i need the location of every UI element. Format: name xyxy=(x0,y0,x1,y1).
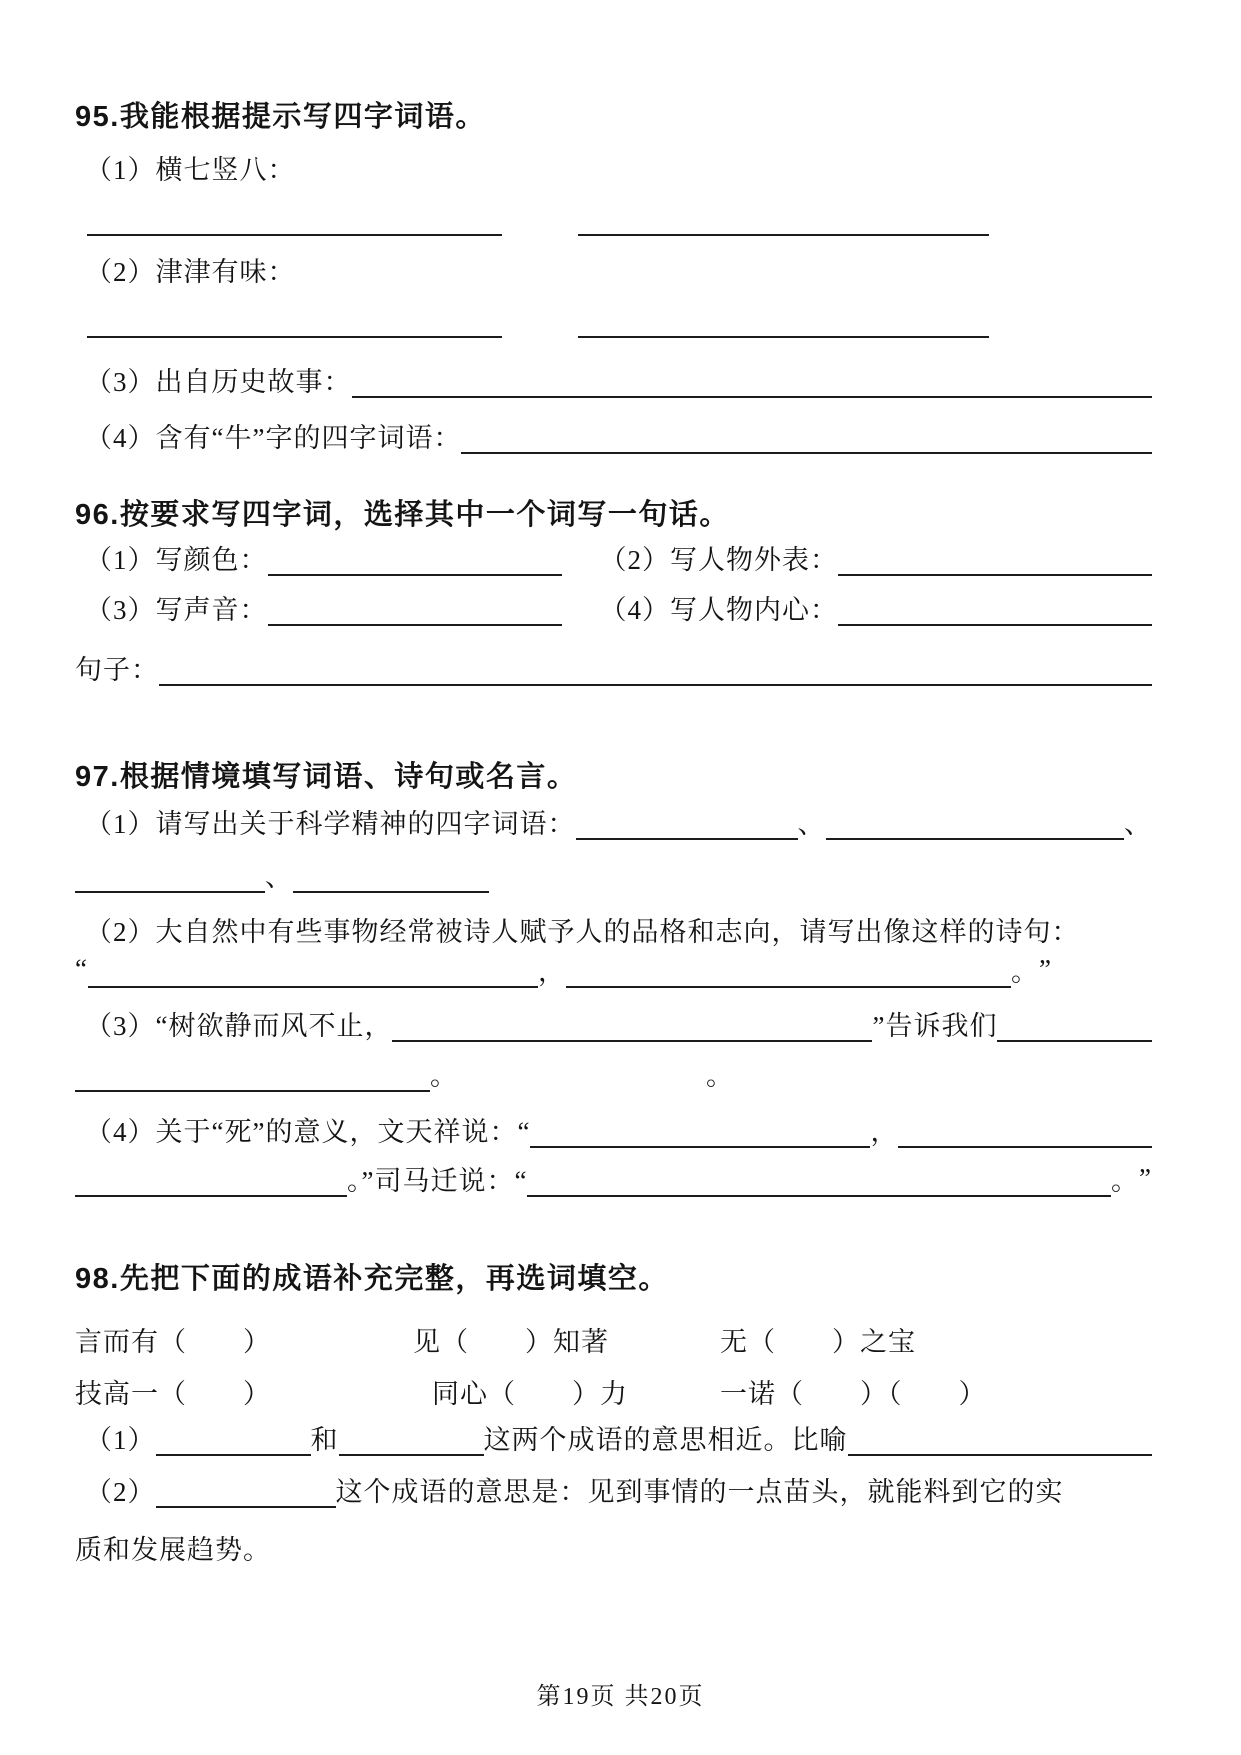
q97-item4-mid: 。”司马迁说：“ xyxy=(347,1165,528,1196)
q97-item4-label: （4）关于“死”的意义，文天祥说：“ xyxy=(85,1116,531,1147)
q96-row1 xyxy=(85,542,1152,576)
q97-item2-label: （2）大自然中有些事物经常被诗人赋予人的品格和志向，请写出像这样的诗句： xyxy=(85,916,1080,947)
answer-blank xyxy=(838,544,1152,576)
answer-blank xyxy=(578,306,989,338)
answer-blank xyxy=(530,1116,870,1148)
answer-blank xyxy=(578,204,989,236)
page-number-footer: 第19页 共20页 xyxy=(536,1684,705,1711)
q98-item1-and: 和 xyxy=(310,1424,339,1455)
answer-blank xyxy=(268,544,562,576)
period: 。 xyxy=(1010,956,1039,987)
spacer xyxy=(502,337,578,338)
answer-blank xyxy=(461,422,1152,454)
answer-blank xyxy=(268,594,562,626)
answer-blank xyxy=(156,1424,311,1456)
q95-item2-blanks xyxy=(87,304,1152,338)
q98-title: 98.先把下面的成语补充完整，再选词填空。 xyxy=(75,1262,669,1295)
q95-item4 xyxy=(85,420,1152,454)
q97-item3 xyxy=(85,1008,1152,1042)
q96-item4-label: （4）写人物内心： xyxy=(599,594,838,625)
q96-item2-label: （2）写人物外表： xyxy=(599,544,838,575)
answer-blank xyxy=(156,1476,336,1508)
q96-sentence-label: 句子： xyxy=(75,654,159,685)
q97-item3-mid: ”告诉我们 xyxy=(872,1010,998,1041)
comma: ， xyxy=(537,956,566,987)
answer-blank xyxy=(838,594,1152,626)
answer-blank xyxy=(159,654,1152,686)
spacer xyxy=(458,1091,706,1092)
spacer xyxy=(562,625,600,626)
enum-comma: 、 xyxy=(1124,808,1152,839)
answer-blank xyxy=(566,956,1011,988)
q97-item4 xyxy=(85,1114,1152,1148)
answer-blank xyxy=(75,861,265,893)
q98-item2-cont: 质和发展趋势。 xyxy=(75,1534,271,1565)
answer-blank xyxy=(527,1165,1111,1197)
q98-idiom: 言而有（ ） xyxy=(75,1326,271,1357)
q98-item1-text: 这两个成语的意思相近。比喻 xyxy=(483,1424,848,1455)
q98-idiom: 无（ ）之宝 xyxy=(720,1326,916,1357)
comma: ， xyxy=(870,1116,899,1147)
q98-item1 xyxy=(85,1422,1152,1456)
answer-blank xyxy=(88,956,538,988)
period: 。 xyxy=(430,1060,458,1091)
q98-item2 xyxy=(85,1474,1152,1508)
q98-idiom: 同心（ ）力 xyxy=(432,1378,628,1409)
enum-comma: 、 xyxy=(265,861,293,892)
q98-item2-num: （2） xyxy=(85,1476,156,1507)
period: 。 xyxy=(1111,1165,1140,1196)
q95-item2-label: （2）津津有味： xyxy=(85,256,296,287)
spacer xyxy=(502,235,578,236)
q95-item3 xyxy=(85,364,1152,398)
q95-item1-blanks xyxy=(87,202,1152,236)
q95-item4-label: （4）含有“牛”字的四字词语： xyxy=(85,422,462,453)
period: 。 xyxy=(706,1060,734,1091)
q95-title: 95.我能根据提示写四字词语。 xyxy=(75,100,486,133)
q96-item1-label: （1）写颜色： xyxy=(85,544,268,575)
close-quote: ” xyxy=(1139,1163,1152,1193)
q97-item4-cont xyxy=(75,1163,1152,1197)
q98-idiom: 见（ ）知著 xyxy=(413,1326,609,1357)
open-quote: “ xyxy=(75,954,88,984)
answer-blank xyxy=(293,861,489,893)
answer-blank xyxy=(848,1424,1153,1456)
enum-comma: 、 xyxy=(797,808,826,839)
answer-blank xyxy=(392,1010,872,1042)
answer-blank xyxy=(87,306,502,338)
q96-title: 96.按要求写四字词，选择其中一个词写一句话。 xyxy=(75,498,730,531)
spacer xyxy=(562,575,600,576)
answer-blank xyxy=(898,1116,1152,1148)
q97-item1-label: （1）请写出关于科学精神的四字词语： xyxy=(85,808,576,839)
answer-blank xyxy=(826,808,1125,840)
answer-blank xyxy=(997,1010,1152,1042)
q97-item1 xyxy=(85,806,1152,840)
q95-item1-label: （1）横七竖八： xyxy=(85,154,296,185)
q98-idiom: 技高一（ ） xyxy=(75,1378,271,1409)
answer-blank xyxy=(75,1060,430,1092)
q97-title: 97.根据情境填写词语、诗句或名言。 xyxy=(75,760,578,793)
answer-blank xyxy=(576,808,798,840)
answer-blank xyxy=(87,204,502,236)
q96-sentence-row xyxy=(75,652,1152,686)
q98-item1-num: （1） xyxy=(85,1424,156,1455)
q98-idiom: 一诺（ ）（ ） xyxy=(720,1378,987,1409)
q96-row2 xyxy=(85,592,1152,626)
q97-item1-cont xyxy=(75,859,1152,893)
q97-item2-quote xyxy=(75,954,1152,988)
q98-item2-text: 这个成语的意思是：见到事情的一点苗头，就能料到它的实 xyxy=(335,1476,1064,1507)
answer-blank xyxy=(75,1165,347,1197)
close-quote: ” xyxy=(1038,954,1052,984)
q95-item3-label: （3）出自历史故事： xyxy=(85,366,352,397)
q97-item3-cont xyxy=(75,1058,1152,1092)
answer-blank xyxy=(339,1424,484,1456)
q97-item3-label: （3）“树欲静而风不止， xyxy=(85,1010,393,1041)
answer-blank xyxy=(352,366,1153,398)
q96-item3-label: （3）写声音： xyxy=(85,594,268,625)
